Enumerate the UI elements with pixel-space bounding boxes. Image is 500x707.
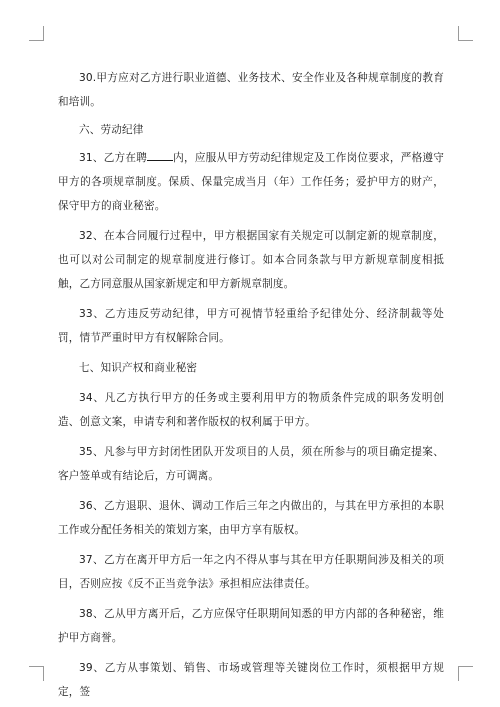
clause-38: 38、乙从甲方离开后，乙方应保守任职期间知悉的甲方内部的各种秘密，维护甲方商誉。	[58, 608, 444, 644]
clause-31-start: 31、乙方在聘	[79, 152, 148, 164]
clause-35: 35、凡参与甲方封闭性团队开发项目的人员，须在所参与的项目确定提案、客户签单或有结论后，方可调离。	[58, 446, 444, 482]
crop-mark-top-left	[29, 26, 44, 41]
clause-36: 36、乙方退职、退休、调动工作后三年之内做出的，与其在甲方承担的本职工作或分配任务相关的策划方案，由甲方享有版权。	[58, 500, 444, 536]
clause-37: 37、乙方在离开甲方后一年之内不得从事与其在甲方任职期间涉及相关的项目，否则应按《反不正当竞争法》承担相应法律责任。	[58, 554, 444, 590]
clause-32: 32、在本合同履行过程中，甲方根据国家有关规定可以制定新的规章制度，也可以对公司制定的规章制度进行修订。如本合同条款与甲方新规章制度相抵触，乙方同意服从国家新规定和甲方新规章制度。	[58, 230, 444, 290]
crop-mark-bottom-right	[458, 666, 473, 681]
blank-field-underline	[147, 149, 173, 161]
clause-34: 34、凡乙方执行甲方的任务或主要利用甲方的物质条件完成的职务发明创造、创意文案，申请专利和著作版权的权利属于甲方。	[58, 392, 444, 428]
crop-mark-bottom-left	[29, 666, 44, 681]
clause-33: 33、乙方违反劳动纪律，甲方可视情节轻重给予纪律处分、经济制裁等处罚，情节严重时甲方有权解除合同。	[58, 308, 444, 344]
clause-39: 39、乙方从事策划、销售、市场或管理等关键岗位工作时，须根据甲方规定，签	[58, 662, 444, 698]
clause-31-rest: 内，应服从甲方劳动纪律规定及工作岗位要求，严格遵守甲方的各项规章制度。保质、保量完成当月（年）工作任务；爱护甲方的财产，保守甲方的商业秘密。	[58, 152, 444, 212]
crop-mark-top-right	[458, 26, 473, 41]
document-body	[58, 66, 444, 704]
section-heading-ip-trade-secrets: 七、知识产权和商业秘密	[79, 362, 198, 374]
clause-31	[58, 146, 444, 218]
clause-30: 30.甲方应对乙方进行职业道德、业务技术、安全作业及各种规章制度的教育和培训。	[58, 72, 444, 108]
section-heading-labor-discipline: 六、劳动纪律	[79, 124, 144, 136]
